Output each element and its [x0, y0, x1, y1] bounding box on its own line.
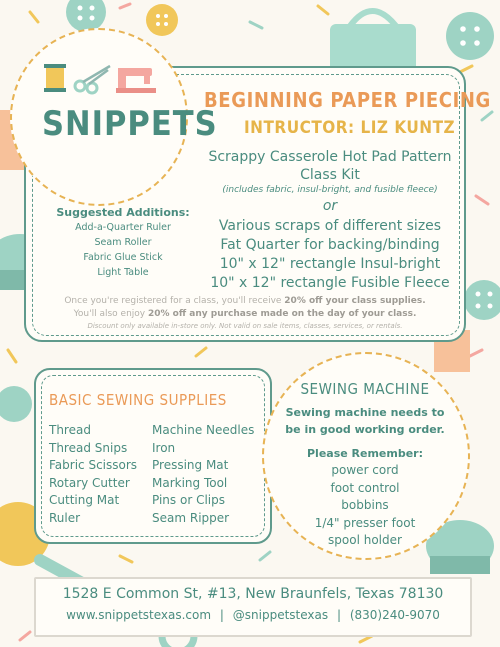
- supply-item: Rotary Cutter: [49, 475, 130, 490]
- alternate-materials-list: [200, 217, 460, 293]
- website-link[interactable]: www.snippetstexas.com: [66, 608, 212, 622]
- or-label: or: [322, 198, 338, 214]
- checklist-item: spool holder: [328, 533, 402, 547]
- button-decoration-top: [146, 4, 178, 36]
- discount-highlight: 20% off any purchase made on the day of your class.: [147, 309, 417, 319]
- scissors-icon: [75, 66, 110, 93]
- suggested-item: Light Table: [97, 267, 149, 278]
- machine-note-1: Sewing machine needs to: [285, 406, 445, 419]
- contact-line: [34, 608, 472, 622]
- logo-illustration: [40, 60, 160, 96]
- alternate-item: 10" x 12" rectangle Fusible Fleece: [210, 275, 450, 291]
- phone-number[interactable]: (830)240-9070: [349, 608, 440, 622]
- supply-item: Ruler: [49, 510, 81, 525]
- separator: |: [219, 608, 224, 622]
- social-handle[interactable]: @snippetstexas: [232, 608, 329, 622]
- checklist-item: power cord: [331, 463, 399, 477]
- suggested-heading: Suggested Additions:: [56, 206, 190, 219]
- suggested-item: Seam Roller: [94, 237, 152, 248]
- sewing-machine-icon: [116, 68, 156, 93]
- logo-wordmark: SNIPPETS: [42, 104, 218, 144]
- supply-item: Fabric Scissors: [49, 458, 138, 472]
- discount-line-1: [36, 296, 454, 306]
- discount-highlight: 20% off your class supplies.: [284, 296, 426, 306]
- supply-item: Pressing Mat: [152, 458, 229, 472]
- alternate-item: Various scraps of different sizes: [218, 218, 442, 234]
- alternate-item: 10" x 12" rectangle Insul-bright: [219, 256, 441, 272]
- machine-note-2: be in good working order.: [285, 423, 445, 436]
- supply-item: Marking Tool: [152, 475, 228, 490]
- suggested-additions: [50, 205, 196, 280]
- supply-item: Iron: [152, 440, 176, 455]
- store-address: 1528 E Common St, #13, New Braunfels, Texas 78130: [62, 586, 444, 602]
- checklist-item: foot control: [330, 480, 400, 495]
- supply-item: Machine Needles: [152, 423, 255, 437]
- machine-checklist: [262, 462, 468, 550]
- machine-heading: SEWING MACHINE: [300, 380, 430, 398]
- kit-line-1: Scrappy Casserole Hot Pad Pattern: [208, 149, 452, 165]
- discount-line-2: [36, 309, 454, 319]
- discount-disclaimer: Discount only available in-store only. Not valid on sale items, classes, services, or rentals.: [87, 322, 403, 330]
- button-decoration-left: [0, 386, 32, 422]
- separator: |: [336, 608, 341, 622]
- suggested-item: Add-a-Quarter Ruler: [75, 222, 171, 233]
- supply-item: Pins or Clips: [152, 493, 225, 507]
- supplies-column-2: [152, 422, 254, 527]
- supplies-column-1: [49, 422, 137, 527]
- supplies-heading: BASIC SEWING SUPPLIES: [49, 391, 227, 409]
- checklist-item: 1/4" presser foot: [314, 515, 416, 530]
- discount-text: Once you're registered for a class, you'll receive: [64, 296, 285, 306]
- kit-line-2: Class Kit: [300, 167, 360, 183]
- remember-heading: Please Remember:: [306, 447, 424, 460]
- supply-item: Thread: [49, 423, 91, 437]
- button-decoration-right: [464, 280, 500, 320]
- alternate-item: Fat Quarter for backing/binding: [220, 237, 440, 253]
- checklist-item: bobbins: [341, 498, 389, 512]
- suggested-item: Fabric Glue Stick: [83, 252, 163, 263]
- class-title: BEGINNING PAPER PIECING: [204, 88, 491, 112]
- supply-item: Seam Ripper: [152, 510, 230, 525]
- instructor-line: INTRUCTOR: LIZ KUNTZ: [244, 118, 456, 138]
- thread-spool-icon: [44, 64, 66, 92]
- supply-item: Thread Snips: [49, 440, 128, 455]
- button-decoration-top-right: [446, 12, 494, 60]
- discount-text: You'll also enjoy: [73, 309, 148, 319]
- supply-item: Cutting Mat: [49, 493, 120, 507]
- kit-note: (includes fabric, insul-bright, and fusible fleece): [222, 185, 438, 195]
